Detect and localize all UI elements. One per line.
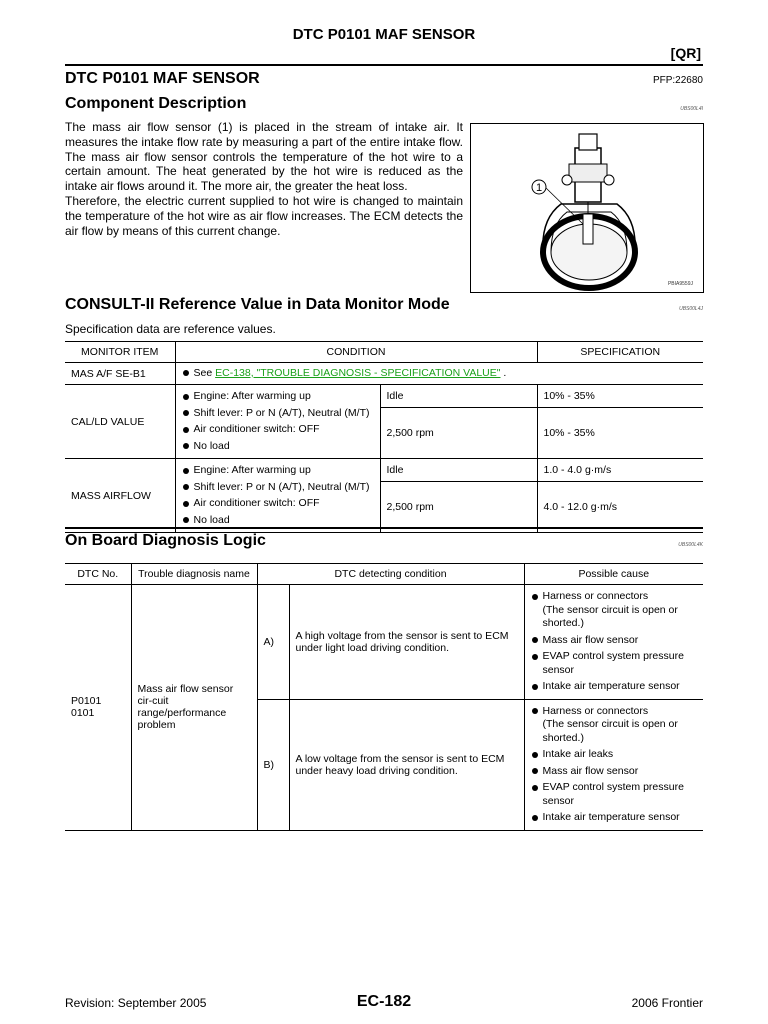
header-possible-cause: Possible cause bbox=[524, 564, 703, 585]
maf-condition: See EC-138, "TROUBLE DIAGNOSIS - SPECIFICATION VALUE" . bbox=[175, 363, 703, 385]
table-row bbox=[65, 459, 703, 482]
spec-value-link[interactable]: EC-138, "TROUBLE DIAGNOSIS - SPECIFICATION VALUE" bbox=[215, 366, 501, 379]
condition-b-causes: Harness or connectors (The sensor circuit is open or shorted.) Intake air leaks Mass air flow sensor EVAP control system pressure sensor Intake air temperature sensor bbox=[524, 699, 703, 830]
calld-conditions: Engine: After warming up Shift lever: P or N (A/T), Neutral (M/T) Air conditioner switch: OFF No load bbox=[175, 385, 380, 459]
header-trouble-name: Trouble diagnosis name bbox=[131, 564, 257, 585]
footer-model: 2006 Frontier bbox=[631, 996, 703, 1010]
header-specification: SPECIFICATION bbox=[537, 342, 703, 363]
header-dtc: DTC No. bbox=[65, 564, 131, 585]
trouble-diagnosis-name: Mass air flow sensor cir-cuit range/performance problem bbox=[131, 585, 257, 831]
airflow-spec-idle: 1.0 - 4.0 g·m/s bbox=[537, 459, 703, 482]
airflow-rpm: 2,500 rpm bbox=[380, 482, 537, 533]
table-row bbox=[65, 585, 703, 700]
obd-logic-table bbox=[65, 563, 703, 831]
calld-spec-2500: 10% - 35% bbox=[537, 408, 703, 459]
component-description-text bbox=[65, 120, 463, 238]
footer-page-number: EC-182 bbox=[356, 993, 412, 1010]
condition-b-text: A low voltage from the sensor is sent to ECM under heavy load driving condition. bbox=[289, 699, 524, 830]
page-header-title: DTC P0101 MAF SENSOR bbox=[292, 26, 476, 43]
condition-a-label: A) bbox=[257, 585, 289, 700]
calld-rpm: 2,500 rpm bbox=[380, 408, 537, 459]
maf-sensor-illustration bbox=[471, 124, 703, 292]
obd-ref-code: UBS00L4K bbox=[678, 542, 703, 548]
calld-spec-idle: 10% - 35% bbox=[537, 385, 703, 408]
airflow-spec-2500: 4.0 - 12.0 g·m/s bbox=[537, 482, 703, 533]
airflow-idle: Idle bbox=[380, 459, 537, 482]
calld-idle: Idle bbox=[380, 385, 537, 408]
consult-ref-code: UBS00L4J bbox=[679, 306, 703, 312]
header-condition: CONDITION bbox=[175, 342, 537, 363]
consult-title: CONSULT-II Reference Value in Data Monitor Mode bbox=[65, 296, 450, 313]
spec-note: Specification data are reference values. bbox=[65, 322, 276, 336]
condition-a-text: A high voltage from the sensor is sent to ECM under light load driving condition. bbox=[289, 585, 524, 700]
table-header-row bbox=[65, 342, 703, 363]
obd-rule bbox=[65, 527, 703, 529]
section-title: DTC P0101 MAF SENSOR bbox=[65, 70, 260, 87]
obd-title: On Board Diagnosis Logic bbox=[65, 532, 266, 549]
table-row bbox=[65, 363, 703, 385]
monitor-item-maf: MAS A/F SE-B1 bbox=[65, 363, 175, 385]
table-header-row bbox=[65, 564, 703, 585]
engine-tag: [QR] bbox=[670, 45, 701, 61]
figure-code: PBIA9559J bbox=[667, 281, 693, 287]
monitor-item-airflow: MASS AIRFLOW bbox=[65, 459, 175, 533]
component-description-title: Component Description bbox=[65, 95, 247, 112]
description-paragraph-1: The mass air flow sensor (1) is placed in the stream of intake air. It measures the intake flow rate by measuring a part of the entire intake flow. The mass air flow sensor controls the temperature of the hot wire to a certain amount. The heat generated by the hot wire is reduced as the intake air flows around it. The more air, the greater the heat loss. bbox=[65, 120, 463, 194]
condition-a-causes: Harness or connectors (The sensor circuit is open or shorted.) Mass air flow sensor EVAP control system pressure sensor Intake air temperature sensor bbox=[524, 585, 703, 700]
footer-revision: Revision: September 2005 bbox=[65, 996, 207, 1010]
dtc-number: P0101 0101 bbox=[65, 585, 131, 831]
header-detecting-condition: DTC detecting condition bbox=[257, 564, 524, 585]
callout-number: 1 bbox=[535, 182, 543, 194]
maf-sensor-figure bbox=[470, 123, 704, 293]
part-code: PFP:22680 bbox=[652, 75, 703, 86]
component-ref-code: UBS00L4I bbox=[680, 106, 703, 112]
description-paragraph-2: Therefore, the electric current supplied to hot wire is changed to maintain the temperature of the hot wire as air flow increases. The ECM detects the air flow by means of this current change. bbox=[65, 193, 463, 238]
monitor-item-calld: CAL/LD VALUE bbox=[65, 385, 175, 459]
header-rule bbox=[65, 64, 703, 66]
airflow-conditions: Engine: After warming up Shift lever: P or N (A/T), Neutral (M/T) Air conditioner switch: OFF No load bbox=[175, 459, 380, 533]
consult-reference-table bbox=[65, 341, 703, 533]
table-row bbox=[65, 385, 703, 408]
header-monitor-item: MONITOR ITEM bbox=[65, 342, 175, 363]
condition-b-label: B) bbox=[257, 699, 289, 830]
